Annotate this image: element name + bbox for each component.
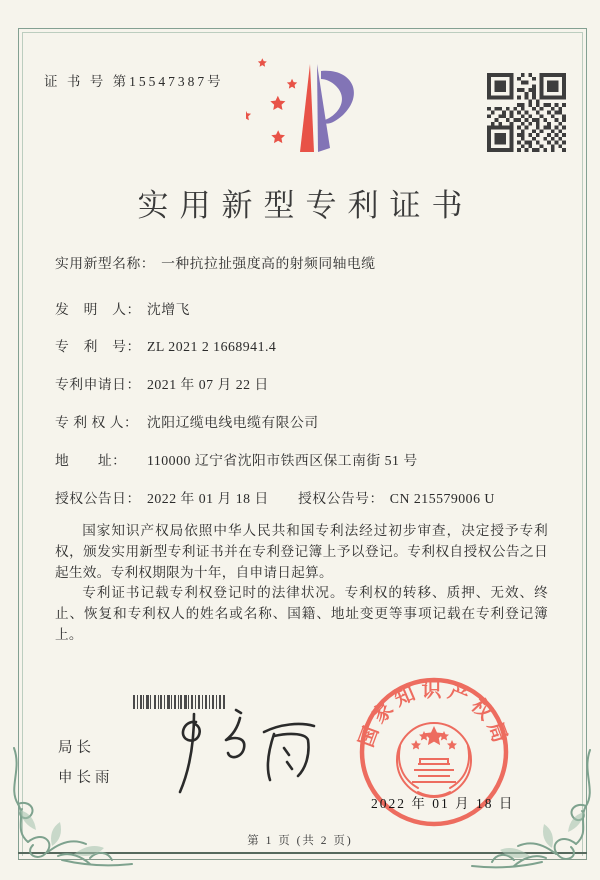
field-value: 沈阳辽缆电线电缆有限公司 [147,415,319,430]
legal-text-block [55,521,548,646]
field-row-name [55,252,376,272]
legal-paragraph-2: 专利证书记载专利权登记时的法律状况。专利权的转移、质押、无效、终止、恢复和专利权人的姓名或名称、国籍、地址变更等事项记载在专利登记簿上。 [55,585,548,642]
qr-code [487,73,566,152]
field-row-grant-no [298,487,495,507]
cnipa-logo-icon [246,58,366,166]
field-label: 专利申请日： [55,377,141,392]
field-label: 实用新型名称： [55,256,156,271]
field-row-patent-no [55,335,276,355]
field-value: 110000 辽宁省沈阳市铁西区保工南街 51 号 [147,453,418,468]
certificate-title: 实用新型专利证书 [137,188,474,223]
seal-date: 2022 年 01 月 18 日 [371,796,515,811]
certificate-number: 证 书 号 第15547387号 [44,74,224,89]
field-label: 专 利 号： [55,339,141,354]
corner-ornament-left-icon [4,746,136,868]
field-value: 2021 年 07 月 22 日 [147,377,269,392]
seal-org-text: 国家知识产权局 [355,679,513,751]
field-row-filing-date [55,373,269,393]
signer-title: 局长 [58,740,95,756]
field-value: ZL 2021 2 1668941.4 [147,339,277,354]
field-row-grant-date [55,487,269,507]
field-label: 授权公告号： [298,491,384,506]
field-value: CN 215579006 U [389,491,495,506]
signer-name: 申长雨 [58,770,114,786]
director-signature [152,706,327,806]
field-label: 发 明 人： [55,302,141,317]
official-seal [352,668,516,838]
field-row-address [55,449,418,469]
seal-gate-icon [412,759,456,782]
field-value: 沈增飞 [147,302,190,317]
field-label: 地 址： [55,453,127,468]
field-row-patentee [55,411,319,431]
legal-paragraph-1: 国家知识产权局依照中华人民共和国专利法经过初步审查，决定授予专利权，颁发实用新型专利证书并在专利登记簿上予以登记。专利权自授权公告之日起生效。专利权期限为十年，自申请日起算。 [55,523,548,580]
page-number: 第 1 页 (共 2 页) [247,835,353,847]
field-value: 一种抗拉扯强度高的射频同轴电缆 [161,256,376,271]
field-value: 2022 年 01 月 18 日 [147,491,269,506]
field-label: 授权公告日： [55,491,141,506]
field-label: 专 利 权 人： [55,415,139,430]
field-row-inventor [55,298,190,318]
